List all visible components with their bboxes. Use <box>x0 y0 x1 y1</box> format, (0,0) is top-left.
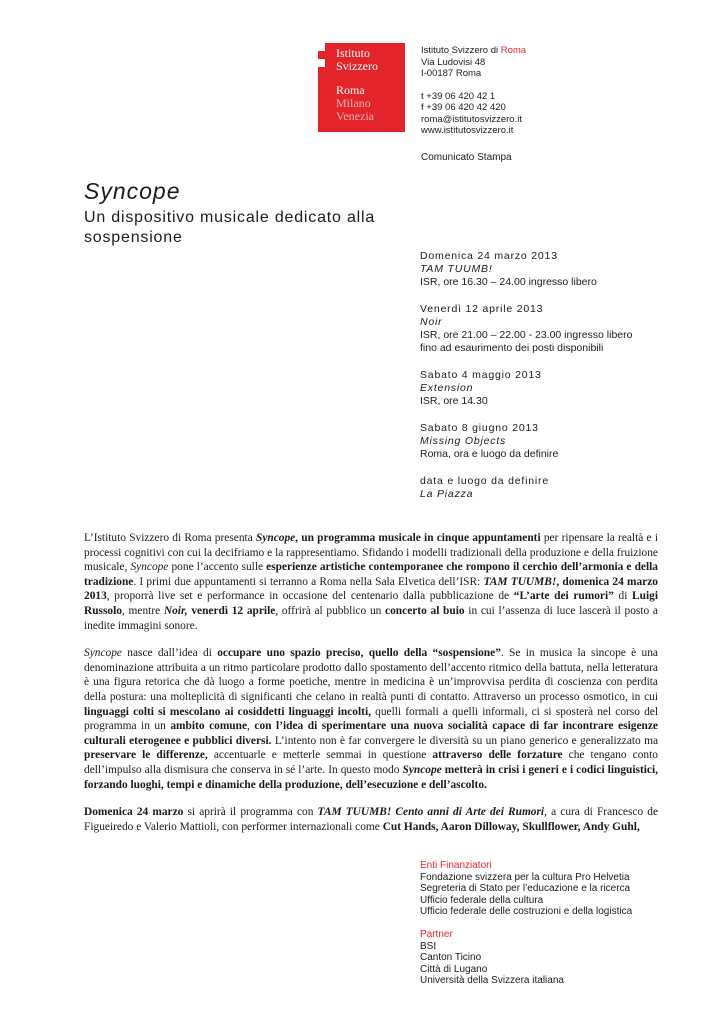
body-text-bold: metterà in crisi i generi e i codici linguistici, forzando luoghi, tempi e dinamiche della produzione, dell’esecuzione e dell’ascolto. <box>84 763 658 791</box>
body-text: quelli formali a quelli informali, ci si sposterà nel corso del programma in un <box>84 705 658 733</box>
funders-item: Ufficio federale delle costruzioni e della logistica <box>420 906 633 918</box>
body-text-bold: Cut Hands, Aaron Dilloway, Skullflower, Andy Guhl, <box>382 820 640 833</box>
address-phone: t +39 06 420 42 1 <box>421 90 496 102</box>
body-text: pone l’accento sulle <box>168 561 267 574</box>
body-text: si aprirà il programma con <box>183 806 318 819</box>
partners-heading: Partner <box>420 928 453 940</box>
logo-line: Istituto <box>336 46 371 60</box>
body-text-bold: , domenica 24 marzo 2013 <box>84 575 658 603</box>
body-text-bold: con l’idea di sperimentare una nuova socialità capace di far incontrare esigenze culturali eterogenee e pubblici diversi. <box>84 720 658 747</box>
body-text-bold: preservare le differenze, <box>84 749 208 762</box>
body-paragraph <box>84 531 658 633</box>
body-text-bold-italic: Noir, <box>163 604 188 617</box>
body-text-bold: attraverso delle forzature <box>432 749 563 762</box>
body-text-bold-italic: Syncope <box>402 763 442 776</box>
event-item <box>420 250 680 289</box>
address-street: Via Ludovisi 48 <box>421 56 486 68</box>
body-text: nasce dall’idea di <box>121 647 218 660</box>
body-text: L’intento non è far convergere le diversità su un piano generico e generalizzato ma <box>271 734 658 747</box>
body-text: . I primi due appuntamenti si terranno a Roma nella Sala Elvetica dell’ISR: <box>133 575 484 588</box>
logo-notch <box>318 43 325 51</box>
body-text-bold: ambito comune <box>170 720 248 733</box>
logo-line: Venezia <box>336 109 374 123</box>
body-text-bold <box>256 532 295 544</box>
body-paragraph <box>84 805 658 834</box>
address-web[interactable]: www.istitutosvizzero.it <box>421 125 514 136</box>
body-text-bold <box>483 576 556 588</box>
logo-line: Svizzero <box>336 59 378 73</box>
body-text-bold: venerdì 12 aprile <box>187 604 276 617</box>
body-paragraph <box>84 646 658 792</box>
body-text-bold: occupare uno spazio preciso, quello della “sospensione” <box>217 647 501 660</box>
event-title: Noir <box>420 316 443 328</box>
event-date: Domenica 24 marzo 2013 <box>420 250 558 262</box>
event-date: data e luogo da definire <box>420 475 549 487</box>
event-title: Missing Objects <box>420 435 507 447</box>
body-text: . Se in musica la sincope è una denominazione attribuita a un ritmo particolare prodotto dallo spostamento dell’accento ritmico della battuta, nella letteratura è una figura retorica che dà luogo a forme poetiche, mentre in medicina è un’improvvisa perdita di coscienza con perdita della postura: una molteplicità di significanti che celano in realtà punti di contatto. Attraverso un processo osmotico, in cui <box>84 647 658 703</box>
body-text-bold: Luigi Russolo <box>84 590 658 617</box>
event-info: fino ad esaurimento dei posti disponibili <box>420 342 604 354</box>
event-title: Extension <box>420 382 474 394</box>
body-text: per ripensare la realtà e i processi cognitivi con cui la decifriamo e la rappresentiamo. Sfidando i modelli tradizionali della produzione e della fruizione musicale, <box>84 532 658 574</box>
partners-item: BSI <box>420 940 437 952</box>
partners-item: Università della Svizzera italiana <box>420 975 564 987</box>
body-text: di <box>613 590 633 603</box>
body-text-bold: esperienze artistiche contemporanee che rompono il cerchio dell’armonia e della tradizione <box>84 561 658 588</box>
logo-line: Roma <box>336 83 365 97</box>
funders-item: Ufficio federale della cultura <box>420 894 544 906</box>
body-text-bold: linguaggi colti si mescolano ai cosiddetti linguaggi incolti, <box>84 705 371 718</box>
event-date: Sabato 8 giugno 2013 <box>420 422 539 434</box>
event-info: ISR, ore 21.00 – 22.00 - 23.00 ingresso libero <box>420 329 633 341</box>
institute-name-prefix: Istituto Svizzero di <box>421 45 501 56</box>
body-text-italic: Syncope <box>84 647 122 660</box>
body-text-bold: Domenica 24 marzo <box>84 806 184 819</box>
press-release-label: Comunicato Stampa <box>421 152 512 163</box>
event-date: Venerdì 12 aprile 2013 <box>420 303 544 315</box>
address-fax: f +39 06 420 42 420 <box>421 102 506 113</box>
body-text-bold: , un programma musicale in cinque appuntamenti <box>295 532 541 544</box>
event-item <box>420 422 680 461</box>
funders-item: Fondazione svizzera per la cultura Pro Helvetia <box>420 871 630 883</box>
event-list <box>420 250 680 515</box>
logo-notch <box>318 59 325 67</box>
funders-heading: Enti Finanziatori <box>420 860 492 871</box>
body-text: L’Istituto Svizzero di Roma presenta <box>84 532 256 544</box>
event-item <box>420 369 680 408</box>
page-title: Syncope <box>84 178 181 204</box>
address-postal: I-00187 Roma <box>421 68 482 79</box>
body-text-bold <box>403 764 442 776</box>
body-text: accentuarle e metterle semmai in questione <box>207 749 433 762</box>
event-title: La Piazza <box>420 488 474 500</box>
event-item <box>420 475 680 501</box>
body-text: , offrirà al pubblico un <box>275 604 386 617</box>
body-text-bold <box>164 605 188 617</box>
institute-logo <box>318 43 405 132</box>
institute-address <box>421 45 526 137</box>
main-text <box>84 531 658 847</box>
body-text-bold: “L’arte dei rumori” <box>513 590 614 603</box>
body-text: , <box>247 720 255 733</box>
partners-item: Città di Lugano <box>420 963 488 975</box>
body-text-italic: Syncope <box>130 561 169 574</box>
body-text-bold-italic: Syncope <box>255 532 296 544</box>
body-text: in cui l’assenza di luce lascerà il posto a inedite immagini sonore. <box>84 604 658 632</box>
funders-item: Segreteria di Stato per l’educazione e la ricerca <box>420 883 631 895</box>
event-title: TAM TUUMB! <box>420 263 493 275</box>
logo-line: Milano <box>336 96 371 110</box>
event-info: ISR, ore 16.30 – 24.00 ingresso libero <box>420 276 597 288</box>
institute-city: Roma <box>500 45 527 56</box>
credits <box>420 860 700 998</box>
event-info: Roma, ora e luogo da definire <box>420 448 559 460</box>
body-text-bold-italic: TAM TUUMB! <box>483 575 557 588</box>
funders-group <box>420 860 700 918</box>
event-date: Sabato 4 maggio 2013 <box>420 369 542 381</box>
event-info: ISR, ore 14.30 <box>420 395 488 407</box>
page-subtitle: Un dispositivo musicale dedicato alla sospensione <box>84 209 376 246</box>
institute-name <box>421 45 526 57</box>
body-text: , mentre <box>121 604 164 617</box>
body-text: , proporrà live set e performance in occasione del centenario dalla pubblicazione de <box>106 590 514 603</box>
event-item <box>420 303 680 355</box>
body-text-bold: concerto al buio <box>385 604 465 617</box>
partners-item: Canton Ticino <box>420 952 482 964</box>
body-text-bold <box>318 806 545 818</box>
body-text-bold-italic: TAM TUUMB! Cento anni di Arte dei Rumori <box>317 806 545 819</box>
partners-group <box>420 929 700 987</box>
address-email[interactable]: roma@istitutosvizzero.it <box>421 113 522 125</box>
body-text: , a cura di Francesco de Figueiredo e Valerio Mattioli, con performer internazionali come <box>84 806 659 833</box>
body-text: che tengano conto dell’impulso alla dismisura che conserva in sé l’arte. In questo modo <box>84 749 658 776</box>
